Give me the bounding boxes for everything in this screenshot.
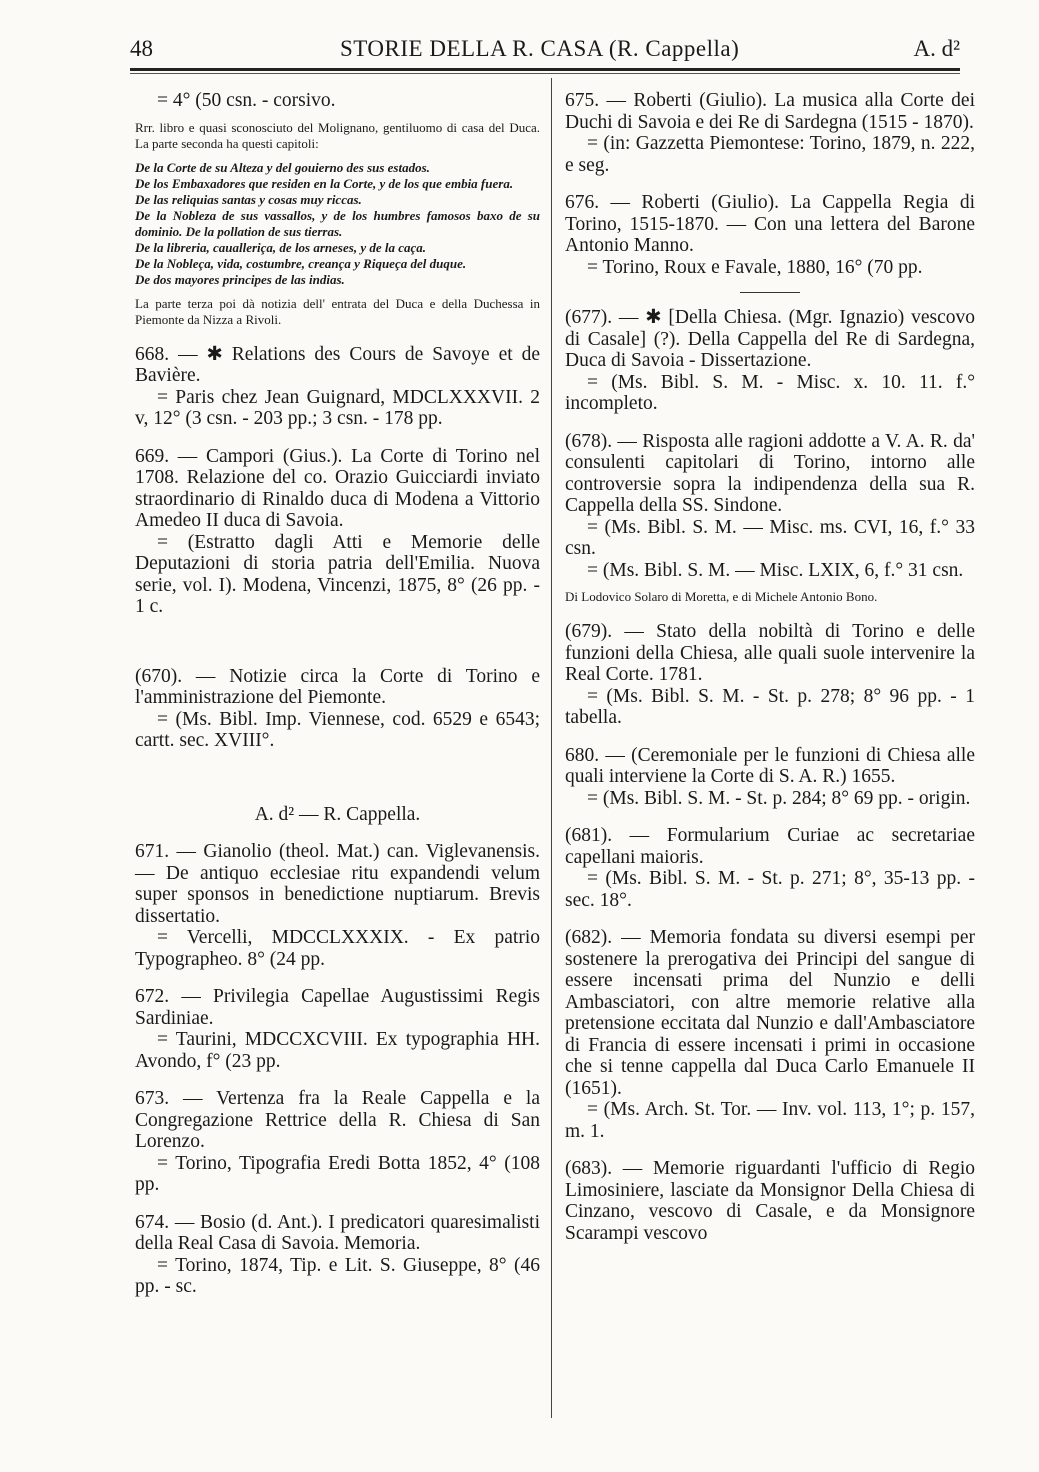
entry-669: 669. — Campori (Gius.). La Corte di Torino nel 1708. Relazione del co. Orazio Guicciardi inviato straordinario di Rinaldo duca di Modena a Vittorio Amedeo II duca di Savoia. (135, 445, 540, 531)
chapter-line: De la Nobleça, vida, costumbre, creança y Riqueça del duque. (135, 255, 467, 271)
chapter-line: De la libreria, caualleriça, de los arneses, y de la caça. (135, 239, 427, 255)
entry-670-imprint: = (Ms. Bibl. Imp. Viennese, cod. 6529 e 6543; cartt. sec. XVIII°. (135, 708, 540, 751)
left-column (135, 90, 540, 1298)
entry-682: (682). — Memoria fondata su diversi esempi per sostenere la prerogativa dei Principi del sangue di essere incensati prima del Nunzio e delli Ambasciatori, con altre memorie relative alla pretensione eccitata dal Nunzio e dall'Ambasciatore di Francia di essere incensati i primi in occasione che si tenne cappella dal Duca Carlo Emanuele II (1651). (565, 927, 975, 1099)
entry-683: (683). — Memorie riguardanti l'ufficio di Regio Limosiniere, lasciate da Monsignor Della Chiesa di Cinzano, vescovo di Casale, e da Monsignore Scarampi vescovo (565, 1158, 975, 1244)
right-column (565, 90, 975, 1244)
page-number: 48 (130, 36, 153, 61)
entry-678-imprint-1: = (Ms. Bibl. S. M. — Misc. ms. CVI, 16, f.° 33 csn. (565, 516, 975, 559)
header-rule (130, 68, 960, 71)
entry-668: 668. — ✱ Relations des Cours de Savoye et de Bavière. (135, 343, 540, 386)
chapter-line: De la Nobleza de sus vassallos, y de los humbres famosos baxo de su dominio. De la pollation de sus tierras. (135, 207, 540, 239)
note-text: Rrr. libro e quasi sconosciuto del Molignano, gentiluomo di casa del Duca. La parte seconda ha questi capitoli: (135, 119, 540, 151)
entry-intro: = 4° (50 csn. - corsivo. (157, 90, 336, 111)
entry-674: 674. — Bosio (d. Ant.). I predicatori quaresimalisti della Real Casa di Savoia. Memoria. (135, 1211, 540, 1254)
entry-679-imprint: = (Ms. Bibl. S. M. - St. p. 278; 8° 96 pp. - 1 tabella. (565, 685, 975, 728)
chapter-line: De los Embaxadores que residen en la Corte, y de los que embia fuera. (135, 175, 514, 191)
entry-672-imprint: = Taurini, MDCCXCVIII. Ex typographia HH. Avondo, f° (23 pp. (135, 1029, 540, 1072)
entry-675: 675. — Roberti (Giulio). La musica alla Corte dei Duchi di Savoia e dei Re di Sardegna (1515 - 1870). (565, 90, 975, 133)
entry-671: 671. — Gianolio (theol. Mat.) can. Viglevanensis. — De antiquo ecclesiae ritu expandendi velum super sponsos in benedictione nuptiarum. Brevis dissertatio. (135, 841, 540, 927)
entry-674-imprint: = Torino, 1874, Tip. e Lit. S. Giuseppe, 8° (46 pp. - sc. (135, 1254, 540, 1297)
entry-670: (670). — Notizie circa la Corte di Torino e l'amministrazione del Piemonte. (135, 665, 540, 708)
header-rule-thin (130, 73, 960, 74)
entry-682-imprint: = (Ms. Arch. St. Tor. — Inv. vol. 113, 1°; p. 157, m. 1. (565, 1099, 975, 1142)
entry-677: (677). — ✱ [Della Chiesa. (Mgr. Ignazio) vescovo di Casale] (?). Della Cappella del Re di Sardegna, Duca di Savoia - Dissertazione. (565, 307, 975, 371)
note-text: La parte terza poi dà notizia dell' entrata del Duca e della Duchessa in Piemonte da Nizza a Rivoli. (135, 295, 540, 327)
column-divider (551, 78, 552, 1418)
chapter-line: De la Corte de su Alteza y del gouierno des sus estados. (135, 159, 430, 175)
entry-673-imprint: = Torino, Tipografia Eredi Botta 1852, 4° (108 pp. (135, 1152, 540, 1195)
chapter-line: De las reliquias santas y cosas muy riccas. (135, 191, 362, 207)
entry-681: (681). — Formularium Curiae ac secretariae capellani maioris. (565, 825, 975, 868)
section-heading: A. d² — R. Cappella. (254, 803, 421, 825)
entry-676: 676. — Roberti (Giulio). La Cappella Regia di Torino, 1515-1870. — Con una lettera del Barone Antonio Manno. (565, 192, 975, 256)
entry-679: (679). — Stato della nobiltà di Torino e delle funzioni della Chiesa, alle quali suole intervenire la Real Corte. 1781. (565, 621, 975, 685)
entry-681-imprint: = (Ms. Bibl. S. M. - St. p. 271; 8°, 35-13 pp. - sec. 18°. (565, 868, 975, 911)
section-mark: A. d² (913, 36, 960, 61)
entry-671-imprint: = Vercelli, MDCCLXXXIX. - Ex patrio Typographeo. 8° (24 pp. (135, 927, 540, 970)
entry-678-note: Di Lodovico Solaro di Moretta, e di Michele Antonio Bono. (565, 589, 878, 604)
entry-678: (678). — Risposta alle ragioni addotte a V. A. R. da' consulenti capitolari di Torino, intorno alle controversie sopra la indipendenza della sua R. Cappella della SS. Sindone. (565, 430, 975, 516)
entry-668-imprint: = Paris chez Jean Guignard, MDCLXXXVII. 2 v, 12° (3 csn. - 203 pp.; 3 csn. - 178 pp. (135, 386, 540, 429)
entry-675-imprint: = (in: Gazzetta Piemontese: Torino, 1879, n. 222, e seg. (565, 133, 975, 176)
chapter-line: De dos mayores principes de las indias. (135, 271, 345, 287)
entry-678-imprint-2: = (Ms. Bibl. S. M. — Misc. LXIX, 6, f.° 31 csn. (587, 559, 964, 581)
page-header (130, 36, 960, 70)
entry-680-imprint: = (Ms. Bibl. S. M. - St. p. 284; 8° 69 pp. - origin. (587, 787, 971, 809)
entry-673: 673. — Vertenza fra la Reale Cappella e la Congregazione Rettrice della R. Chiesa di San Lorenzo. (135, 1088, 540, 1152)
entry-669-imprint: = (Estratto dagli Atti e Memorie delle Deputazioni di storia patria dell'Emilia. Nuova serie, vol. I). Modena, Vincenzi, 1875, 8° (26 pp. - 1 c. (135, 531, 540, 617)
separator-rule (740, 292, 800, 293)
entry-676-imprint: = Torino, Roux e Favale, 1880, 16° (70 pp. (587, 256, 923, 278)
running-title: STORIE DELLA R. CASA (R. Cappella) (340, 36, 740, 61)
entry-677-imprint: = (Ms. Bibl. S. M. - Misc. x. 10. 11. f.° incompleto. (565, 371, 975, 414)
entry-672: 672. — Privilegia Capellae Augustissimi Regis Sardiniae. (135, 986, 540, 1029)
entry-680: 680. — (Ceremoniale per le funzioni di Chiesa alle quali interviene la Corte di S. A. R.) 1655. (565, 744, 975, 787)
